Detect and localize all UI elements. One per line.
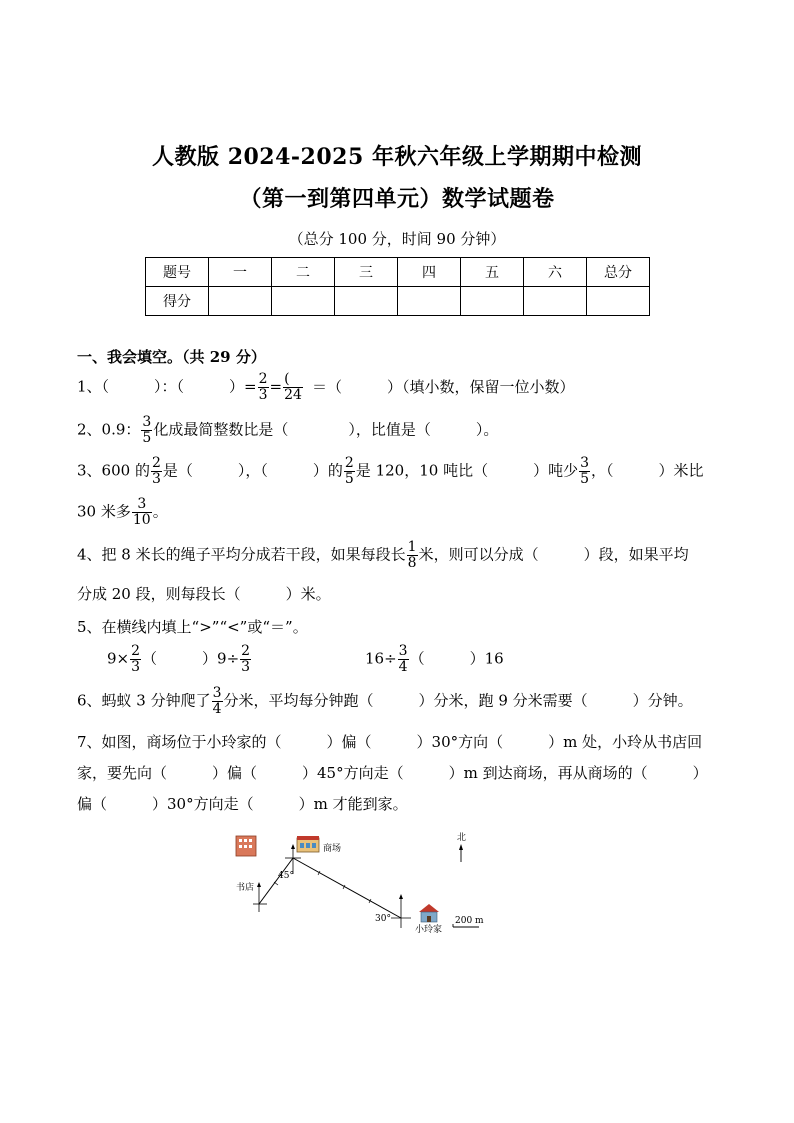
map-diagram — [225, 828, 495, 940]
denominator: 24 — [284, 387, 302, 403]
numerator: 2 — [241, 643, 251, 659]
mall-building-icon — [297, 836, 319, 852]
expr-text: 16÷ — [365, 649, 397, 668]
numerator: 3 — [132, 497, 152, 513]
score-input-cell[interactable] — [272, 287, 335, 316]
score-cell: 五 — [461, 258, 524, 287]
score-input-cell[interactable] — [461, 287, 524, 316]
score-table-header-row — [146, 258, 650, 287]
question-7-line-3: 偏（ ）30°方向走（ ）m 才能到家。 — [77, 795, 408, 813]
score-row-label: 得分 — [146, 287, 209, 316]
q1-text: ＝（ ）（填小数，保留一位小数） — [311, 377, 575, 396]
score-input-cell[interactable] — [335, 287, 398, 316]
numerator: 2 — [151, 455, 161, 471]
score-cell: 总分 — [587, 258, 650, 287]
question-3 — [77, 456, 704, 487]
home-house-icon — [419, 904, 439, 922]
fraction — [407, 540, 418, 571]
bookstore-label: 书店 — [236, 883, 255, 893]
score-cell: 题号 — [146, 258, 209, 287]
fraction — [258, 372, 269, 403]
fraction — [212, 686, 223, 717]
question-2 — [77, 415, 498, 446]
q3-text: ，（ ）米比 — [591, 461, 704, 480]
denominator: 5 — [580, 471, 589, 487]
q4-text: 4、把 8 米长的绳子平均分成若干段，如果每段长 — [77, 545, 406, 564]
denominator: 3 — [151, 471, 161, 487]
numerator: 1 — [407, 539, 417, 555]
equals: = — [269, 377, 283, 396]
subtitle: （总分 100 分，时间 90 分钟） — [288, 230, 506, 248]
angle-45-label: 45° — [278, 871, 294, 881]
north-label: 北 — [457, 833, 467, 843]
question-5-expr-1 — [107, 644, 252, 675]
question-5-expr-2 — [365, 644, 504, 675]
q3-text: 3、600 的 — [77, 461, 150, 480]
numerator: 3 — [580, 455, 589, 471]
q3-text: 30 米多 — [77, 502, 131, 521]
denominator: 4 — [212, 701, 222, 717]
denominator: 10 — [132, 512, 151, 528]
question-6 — [77, 686, 693, 717]
fraction — [151, 456, 162, 487]
bookstore-building-icon — [236, 836, 256, 856]
numerator: ( — [283, 372, 303, 388]
q6-text: 6、蚂蚁 3 分钟爬了 — [77, 691, 211, 710]
denominator: 8 — [407, 555, 417, 571]
q3-text: 是（ ），（ ）的 — [162, 461, 343, 480]
denominator: 4 — [398, 659, 408, 675]
home-label: 小玲家 — [415, 925, 443, 935]
numerator: 2 — [258, 371, 268, 387]
q3-text: 是 120，10 吨比（ ）吨少 — [355, 461, 579, 480]
score-cell: 二 — [272, 258, 335, 287]
section-heading: 一、我会填空。（共 29 分） — [77, 348, 266, 366]
score-input-cell[interactable] — [587, 287, 650, 316]
fraction — [283, 372, 303, 403]
score-cell: 四 — [398, 258, 461, 287]
score-input-cell[interactable] — [398, 287, 461, 316]
fraction — [579, 456, 590, 487]
score-input-cell[interactable] — [209, 287, 272, 316]
denominator: 3 — [241, 659, 251, 675]
q2-text: 化成最简整数比是（ ），比值是（ ）。 — [153, 420, 499, 439]
question-1 — [77, 372, 574, 403]
score-table-score-row — [146, 287, 650, 316]
score-input-cell[interactable] — [524, 287, 587, 316]
expr-text: （ ）9÷ — [142, 649, 240, 668]
numerator: 2 — [131, 643, 141, 659]
numerator: 3 — [142, 414, 152, 430]
fraction — [398, 644, 409, 675]
fraction — [130, 644, 141, 675]
scale-label: 200 m — [455, 916, 484, 926]
numerator: 3 — [398, 643, 408, 659]
score-cell: 一 — [209, 258, 272, 287]
question-7-line-1: 7、如图，商场位于小玲家的（ ）偏（ ）30°方向（ ）m 处，小玲从书店回 — [77, 733, 703, 751]
denominator: 5 — [344, 471, 354, 487]
score-table — [145, 257, 650, 316]
question-4-cont: 分成 20 段，则每段长（ ）米。 — [77, 585, 331, 603]
denominator: 3 — [131, 659, 141, 675]
title-line-2: （第一到第四单元）数学试题卷 — [239, 186, 555, 212]
q6-text: 分米，平均每分钟跑（ ）分米，跑 9 分米需要（ ）分钟。 — [223, 691, 693, 710]
score-cell: 六 — [524, 258, 587, 287]
denominator: 5 — [142, 430, 152, 446]
fraction — [240, 644, 251, 675]
q2-text: 2、0.9： — [77, 420, 141, 439]
question-5: 5、在横线内填上“>”“<”或“＝”。 — [77, 618, 308, 636]
q4-text: 米，则可以分成（ ）段，如果平均 — [418, 545, 689, 564]
fraction — [132, 497, 152, 528]
fraction — [344, 456, 355, 487]
fraction — [141, 415, 152, 446]
question-7-line-2: 家，要先向（ ）偏（ ）45°方向走（ ）m 到达商场，再从商场的（ ） — [77, 764, 708, 782]
numerator: 3 — [212, 685, 222, 701]
q1-text: 1、（ ）：（ ）= — [77, 377, 257, 396]
denominator: 3 — [258, 387, 268, 403]
numerator: 2 — [344, 455, 354, 471]
expr-text: （ ）16 — [409, 649, 504, 668]
q3-text: 。 — [152, 502, 168, 521]
expr-text: 9× — [107, 649, 130, 668]
mall-label: 商场 — [323, 844, 342, 854]
score-cell: 三 — [335, 258, 398, 287]
angle-30-label: 30° — [375, 914, 391, 924]
question-4 — [77, 540, 689, 571]
question-3-cont — [77, 497, 168, 528]
title-line-1: 人教版 2024-2025 年秋六年级上学期期中检测 — [152, 144, 642, 170]
